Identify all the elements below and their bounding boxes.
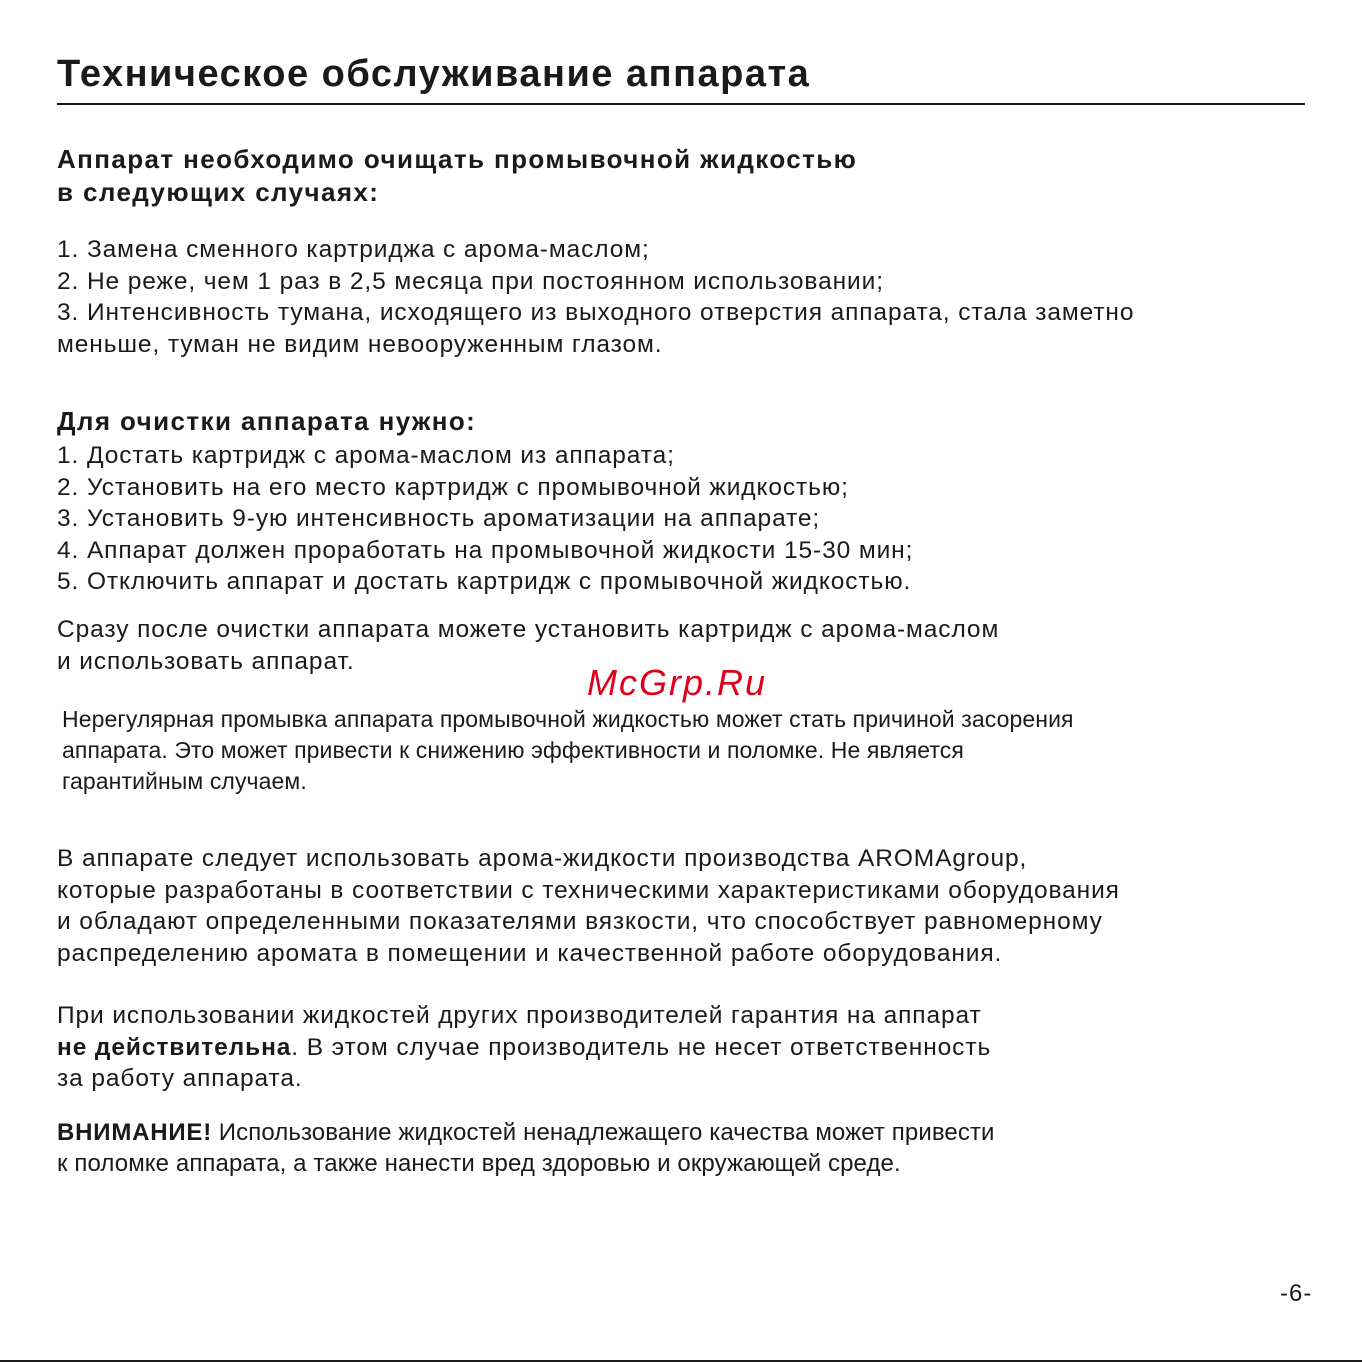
paragraph-line: При использовании жидкостей других производителей гарантия на аппарат (57, 1002, 982, 1029)
section1-heading-line2: в следующих случаях: (57, 177, 380, 207)
paragraph-line: за работу аппарата. (57, 1065, 303, 1092)
paragraph-line: В аппарате следует использовать арома-жидкости производства AROMAgroup, (57, 845, 1028, 872)
page-title: Техническое обслуживание аппарата (57, 53, 811, 95)
paragraph-line: и обладают определенными показателями вязкости, что способствует равномерному (57, 908, 1103, 935)
irregular-cleaning-note (62, 704, 1074, 797)
warranty-paragraph (57, 1000, 991, 1095)
paragraph-line: распределению аромата в помещении и качественной работе оборудования. (57, 939, 1003, 967)
attention-paragraph (57, 1117, 995, 1179)
title-divider (57, 103, 1305, 105)
watermark-text: McGrp.Ru (587, 662, 768, 703)
list-item: 5. Отключить аппарат и достать картридж с промывочной жидкостью. (57, 568, 912, 595)
paragraph-line: Сразу после очистки аппарата можете установить картридж с арома-маслом (57, 616, 1000, 643)
warranty-line2-rest: . В этом случае производитель не несет ответственность (291, 1033, 992, 1061)
list-item: 1. Достать картридж с арома-маслом из аппарата; (57, 442, 675, 469)
paragraph-line (57, 1032, 991, 1064)
attention-line1-rest: Использование жидкостей ненадлежащего качества может привести (212, 1119, 995, 1146)
section1-list (57, 234, 1134, 360)
list-item: 2. Установить на его место картридж с промывочной жидкостью; (57, 473, 849, 501)
page-number: -6- (1280, 1280, 1313, 1307)
list-item: 4. Аппарат должен проработать на промывочной жидкости 15-30 мин; (57, 536, 914, 564)
list-item: 3. Установить 9-ую интенсивность ароматизации на аппарате; (57, 505, 821, 532)
list-item: 3. Интенсивность тумана, исходящего из выходного отверстия аппарата, стала заметно (57, 299, 1135, 326)
list-item-continuation: меньше, туман не видим невооруженным глазом. (57, 330, 663, 358)
section1-heading (57, 143, 857, 209)
list-item: 1. Замена сменного картриджа с арома-маслом; (57, 236, 650, 263)
note-line: Нерегулярная промывка аппарата промывочной жидкостью может стать причиной засорения (62, 706, 1074, 732)
section1-heading-line1: Аппарат необходимо очищать промывочной жидкостью (57, 144, 858, 174)
paragraph-line: которые разработаны в соответствии с техническими характеристиками оборудования (57, 876, 1120, 904)
aromagroup-paragraph (57, 843, 1120, 969)
attention-label: ВНИМАНИЕ! (57, 1119, 213, 1146)
paragraph-line: и использовать аппарат. (57, 647, 355, 675)
paragraph-line (57, 1117, 995, 1148)
warranty-invalid-emphasis: не действительна (57, 1033, 292, 1061)
note-line: гарантийным случаем. (62, 768, 307, 794)
list-item: 2. Не реже, чем 1 раз в 2,5 месяца при постоянном использовании; (57, 267, 884, 295)
section2-heading: Для очистки аппарата нужно: (57, 406, 477, 436)
paragraph-line: к поломке аппарата, а также нанести вред здоровью и окружающей среде. (57, 1150, 901, 1177)
note-line: аппарата. Это может привести к снижению эффективности и поломке. Не является (62, 737, 964, 763)
after-cleaning-paragraph (57, 614, 999, 677)
section2-list (57, 440, 913, 598)
